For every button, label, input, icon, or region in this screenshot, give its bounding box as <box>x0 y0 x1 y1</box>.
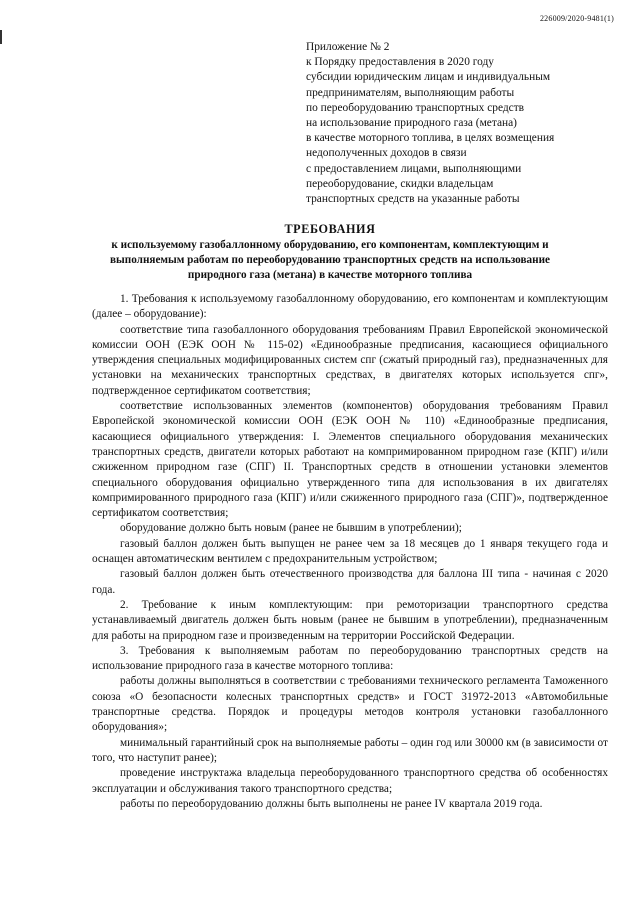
paragraph: работы по переоборудованию должны быть выполнены не ранее IV квартала 2019 года. <box>120 797 543 810</box>
paragraph: 1. Требования к используемому газобаллонному оборудованию, его компонентам и комплектующим (далее – оборудование): <box>92 293 608 321</box>
paragraph: проведение инструктажа владельца переоборудованного транспортного средства об особенностях эксплуатации и обслуживания такого транспортного средства; <box>92 767 608 795</box>
scan-edge-mark <box>0 30 2 44</box>
appendix-line: субсидии юридическим лицам и индивидуальным <box>306 71 551 84</box>
document-subtitle: к используемому газобаллонному оборудованию, его компонентам, комплектующим и выполняемым работам по переоборудованию транспортных средств на использование природного газа (метана) в качестве моторного топлива <box>110 239 550 281</box>
appendix-line: недополученных доходов в связи <box>306 147 467 160</box>
appendix-line: к Порядку предоставления в 2020 году <box>306 56 494 69</box>
document-title: ТРЕБОВАНИЯ <box>284 222 376 236</box>
paragraph: газовый баллон должен быть выпущен не ранее чем за 18 месяцев до 1 января текущего года и оснащен автоматическим вентилем с предохранительным устройством; <box>92 537 608 566</box>
paragraph: 3. Требования к выполняемым работам по переоборудованию транспортных средств на использование природного газа в качестве моторного топлива: <box>92 644 608 673</box>
appendix-line: транспортных средств на указанные работы <box>306 193 520 206</box>
appendix-line: Приложение № 2 <box>306 41 390 53</box>
paragraph: 2. Требование к иным комплектующим: при ремоторизации транспортного средства устанавливаемый двигатель должен быть новым (ранее не бывшим в употреблении), предназначенным для работы на природном газе и произведенным на территории Российской Федерации. <box>92 598 608 642</box>
paragraph: соответствие типа газобаллонного оборудования требованиям Правил Европейской экономической комиссии ООН (ЕЭК ООН № 115-02) «Единообразные предписания, касающиеся официального утверждения специальных модифицированных систем спг (сжатый природный газ), предназначенных для установки на механических транспортных средствах, в двигателях которых используется спг», подтвержденное сертификатом соответствия; <box>92 323 608 397</box>
appendix-line: на использование природного газа (метана) <box>306 117 517 130</box>
appendix-line: по переоборудованию транспортных средств <box>306 101 525 114</box>
paragraph: газовый баллон должен быть отечественного производства для баллона III типа - начиная с 2020 года. <box>92 568 608 596</box>
appendix-line: переоборудование, скидки владельцам <box>306 177 494 190</box>
appendix-header <box>306 40 626 207</box>
appendix-line: предпринимателям, выполняющим работы <box>306 86 515 99</box>
paragraph: минимальный гарантийный срок на выполняемые работы – один год или 30000 км (в зависимости от того, что наступит ранее); <box>92 736 608 764</box>
document-id: 226009/2020-9481(1) <box>539 14 614 23</box>
document-body <box>92 292 608 812</box>
paragraph: оборудование должно быть новым (ранее не бывшим в употреблении); <box>120 522 462 535</box>
paragraph: соответствие использованных элементов (компонентов) оборудования требованиям Правил Европейской экономической комиссии ООН (ЕЭК ООН № 110) «Единообразные предписания, касающиеся официального утверждения: I. Элементов специального оборудования механических транспортных средств, двигатели которых работают на компримированном природном газе (КПГ) и/или сжиженном природном газе (СПГ) II. Транспортных средств в отношении установки элементов специального оборудования официально утвержденного типа для использования в их двигателях компримированного природного газа (КПГ) и/или сжиженного природного газа (СПГ)», подтвержденное сертификатом соответствия; <box>92 400 608 520</box>
paragraph: работы должны выполняться в соответствии с требованиями технического регламента Таможенного союза «О безопасности колесных транспортных средств» и ГОСТ 31972-2013 «Автомобильные транспортные средства. Порядок и процедуры методов контроля установки газобаллонного оборудования»; <box>92 675 608 734</box>
appendix-line: с предоставлением лицами, выполняющими <box>306 162 522 175</box>
appendix-line: в качестве моторного топлива, в целях возмещения <box>306 132 555 145</box>
